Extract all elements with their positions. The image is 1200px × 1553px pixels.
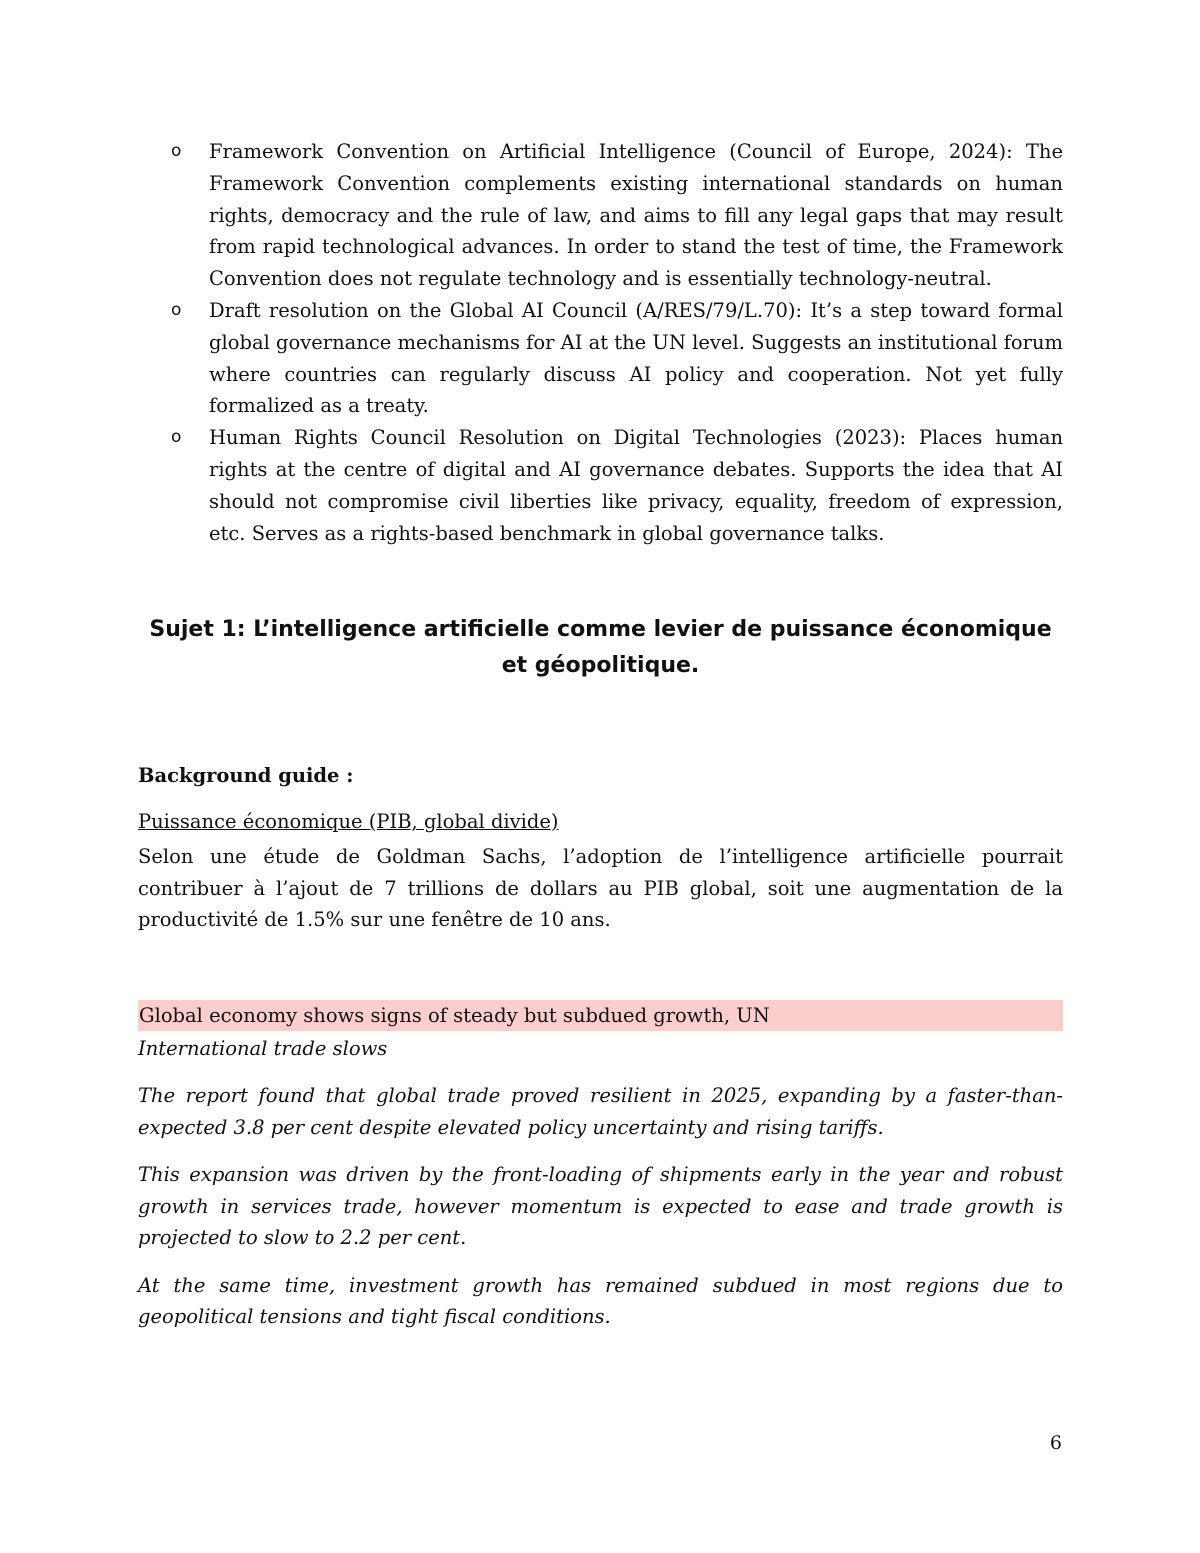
subject-title: Sujet 1: L’intelligence artificielle comme levier de puissance économique et géopolitique. — [149, 617, 1052, 679]
background-guide-title: Background guide : — [138, 764, 354, 788]
bullet-text: Human Rights Council Resolution on Digital Technologies (2023): Places human rights at the centre of digital and AI governance debates. Supports the idea that AI should not compromise civil liberties like privacy, equality, freedom of expression, etc. Serves as a rights-based benchmark in global governance talks. — [209, 426, 1063, 545]
page-number: 6 — [1049, 1432, 1062, 1454]
news-paragraph-1: The report found that global trade proved resilient in 2025, expanding by a faster-than-expected 3.8 per cent despite elevated policy uncertainty and rising tariffs. — [138, 1084, 1063, 1139]
bullet-text: Framework Convention on Artificial Intelligence (Council of Europe, 2024): The Framework Convention complements existing international standards on human rights, democracy and the rule of law, and aims to fill any legal gaps that may result from rapid technological advances. In order to stand the test of time, the Framework Convention does not regulate technology and is essentially technology-neutral. — [209, 140, 1063, 291]
page-content — [138, 136, 1063, 1333]
news-paragraph-2: This expansion was driven by the front-loading of shipments early in the year and robust growth in services trade, however momentum is expected to ease and trade growth is projected to slow to 2.2 per cent. — [138, 1163, 1063, 1250]
resolution-bullet-list — [138, 136, 1063, 549]
bullet-marker-icon: o — [171, 141, 182, 161]
bullet-item-global-ai-council — [138, 295, 1063, 422]
news-title-highlighted: Global economy shows signs of steady but subdued growth, UN — [138, 1000, 1063, 1031]
bullet-item-human-rights-council — [138, 422, 1063, 549]
bullet-text: Draft resolution on the Global AI Council (A/RES/79/L.70): It’s a step toward formal global governance mechanisms for AI at the UN level. Suggests an institutional forum where countries can regularly discuss AI policy and cooperation. Not yet fully formalized as a treaty. — [209, 298, 1063, 418]
news-paragraph-3: At the same time, investment growth has remained subdued in most regions due to geopolitical tensions and tight fiscal conditions. — [138, 1273, 1063, 1329]
news-subtitle: International trade slows — [138, 1036, 388, 1060]
bullet-marker-icon: o — [171, 299, 182, 320]
section-paragraph: Selon une étude de Goldman Sachs, l’adoption de l’intelligence artificielle pourrait contribuer à l’ajout de 7 trillions de dollars au PIB global, soit une augmentation de la productivité de 1.5% sur une fenêtre de 10 ans. — [138, 845, 1063, 932]
section-title: Puissance économique (PIB, global divide) — [138, 810, 559, 834]
bullet-item-framework-convention — [138, 136, 1063, 295]
bullet-marker-icon: o — [171, 427, 182, 448]
